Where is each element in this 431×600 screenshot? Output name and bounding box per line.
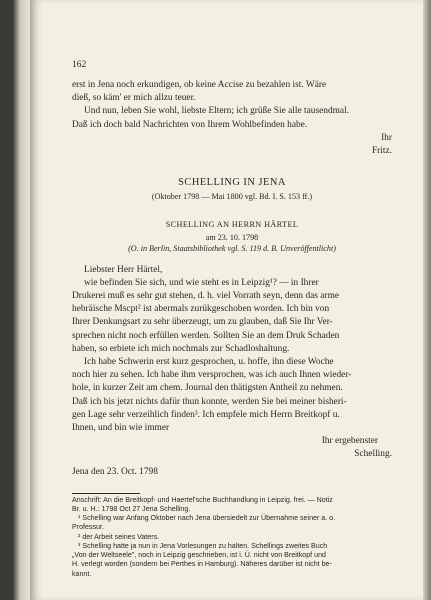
text-line: dieß, so käm' er mich allzu teuer.	[72, 93, 196, 104]
footnote-address: Anschrift: An die Breitkopf- und Haertel'sche Buchhandlung in Leipzig. frei. — Notiz	[72, 495, 333, 504]
text-line: sprechen nicht noch erfüllen werden. Sollten Sie an dem Druk Schaden	[72, 330, 340, 341]
text-line: Daß ich bis jetzt nichts dafür thun konnte, werden Sie bei meiner bisheri-	[72, 396, 347, 407]
letter-place-date: Jena den 23. Oct. 1798	[72, 466, 158, 477]
text-line: gen Lage sehr verzeihlich finden³. Ich empfele mich Herrn Breitkopf u.	[72, 409, 340, 420]
footnote-2: ² der Arbeit seines Vaters.	[78, 532, 160, 541]
footnote-3: H. verlegt worden (sondern bei Perthes in Hamburg). Näheres darüber ist nicht be-	[72, 560, 332, 569]
book-gutter-edge	[12, 0, 30, 600]
footnote-address: Br. u. H.: 1798 Oct 27 Jena Schelling.	[72, 505, 191, 514]
letter-signature: Schelling.	[354, 449, 392, 460]
footnote-3: kannt.	[72, 569, 92, 578]
text-line: Ich habe Schwerin erst kurz gesprochen, u. hoffe, ihn diese Woche	[84, 357, 334, 368]
text-line: wie befinden Sie sich, und wie steht es in Leipzig¹? — in Ihrer	[84, 277, 319, 288]
letter-heading: SCHELLING AN HERRN HÄRTEL	[165, 220, 299, 230]
page-number: 162	[72, 60, 87, 70]
section-subtitle: (Oktober 1798 — Mai 1800 vgl. Bd. I. S. 153 ff.)	[151, 192, 313, 202]
text-line: hole, in kurzer Zeit am chem. Journal den thätigsten Antheil zu nehmen.	[72, 383, 343, 394]
footnote-1: Professur.	[72, 523, 104, 532]
letter-closing: Ihr ergebenster	[321, 436, 378, 447]
letter-source: (O. in Berlin, Staatsbibliothek vgl. S. 119 d. B. Unveröffentlicht)	[128, 243, 336, 253]
letter-date: am 23. 10. 1798	[205, 232, 259, 242]
text-line: Daß ich doch bald Nachrichten von Ihrem Wohlbefinden habe.	[72, 119, 308, 130]
text-line: hebräische Mscpt² ist abermals zurükgeschoben worden. Ich bin von	[72, 304, 330, 315]
text-line: haben, so erbiete ich mich nochmals zur Schadloshaltung.	[72, 343, 290, 354]
text-line: Drukerei muß es sehr gut stehen, d. h. viel Vorrath seyn, denn das arme	[72, 291, 340, 302]
section-title: SCHELLING IN JENA	[178, 177, 286, 189]
footnote-1: ¹ Schelling war Anfang Oktober nach Jena übersiedelt zur Übernahme seiner a. o.	[78, 514, 336, 523]
book-right-edge	[423, 0, 431, 600]
text-line: noch hier zu sehen. Ich habe ihm versprochen, was ich auch Ihnen wieder-	[72, 370, 352, 381]
footnote-3: ³ Schelling hatte ja nun in Jena Vorlesungen zu halten. Schellings zweites Buch	[78, 541, 328, 550]
text-line: Ihnen, und bin wie immer	[72, 423, 170, 434]
page-content	[72, 79, 392, 579]
closing-signature: Fritz.	[371, 146, 392, 157]
text-line: Ihrer Denkungsart zu sehr überzeugt, um zu glauben, daß Sie Ihr Ver-	[72, 317, 333, 328]
text-line: erst in Jena noch erkundigen, ob keine Accise zu bezahlen ist. Wäre	[72, 80, 327, 90]
letter-salutation: Liebster Herr Härtel,	[84, 264, 163, 275]
text-line: Und nun, leben Sie wohl, liebste Eltern; ich grüße Sie alle tausendmal.	[84, 106, 350, 117]
footnote-3: „Von der Weltseele", noch in Leipzig geschrieben, ist i. Ü. nicht von Breitkopf und	[72, 551, 326, 560]
closing-line: Ihr	[381, 132, 392, 143]
